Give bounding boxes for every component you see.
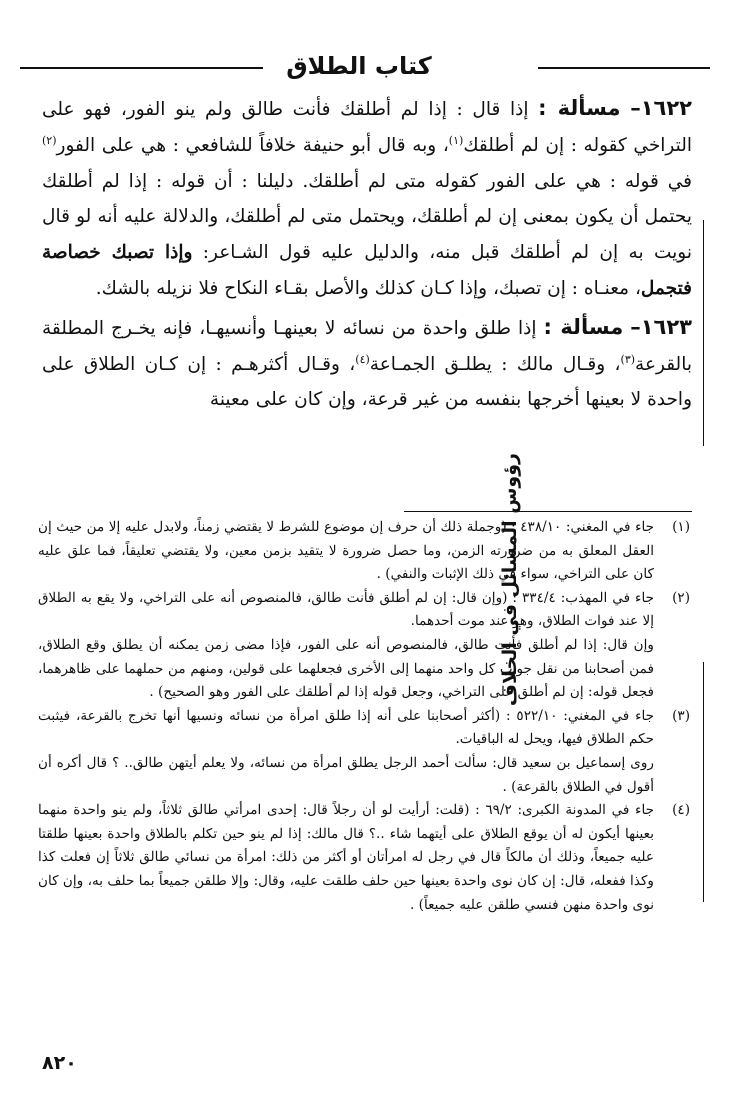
side-rule-top bbox=[703, 220, 704, 446]
footnote-1 bbox=[38, 516, 690, 587]
footnote-text: جاء في المدونة الكبرى: ٦٩/٢ : (قلت: أرأيت لو أن رجلاً قال: إحدى امرأتي طالق ثلاثاً، ولم ينو واحدة منهما بعينها أيكون له أن يوقع الطلاق على أيتهما شاء ..؟ قال مالك: إذا لم ينو حين تكلم بالطلاق واحدة بعينها طلقتا عليه جميعاً، وذلك أن مالكاً قال في رجل له امرأتان أو أكثر من ذلك: امرأة من نسائي طالق ثلاثاً إن فعلت كذا وكذا ففعله، قال: إن كان نوى واحدة بعينها حين حلف طلقت عليه، وقال: وإلا طلقن جميعاً بما حلف به، وإن كان نوى واحدة منهن فنسي طلقن عليه جميعاً) . bbox=[38, 802, 654, 913]
issue-text: ، وبه قال أبو حنيفة خلافاً للشافعي : هي على الفور bbox=[56, 134, 449, 156]
footnote-number: (١) bbox=[672, 519, 690, 535]
issue-dash: – bbox=[630, 95, 641, 120]
issue-text: ، وقـال مالك : يطلـق الجمـاعة bbox=[369, 353, 621, 375]
issue-number: ١٦٢٣ bbox=[640, 314, 692, 339]
footnote-ref[interactable]: (١) bbox=[448, 133, 464, 147]
issue-1622 bbox=[42, 90, 692, 307]
main-text bbox=[42, 90, 692, 418]
footnote-3 bbox=[38, 705, 690, 799]
issue-text: إذا قال : إذا لم أطلقك فأنت طالق ولم ينو الفور، فهو على التراخي كقوله : إن لم أطلقك bbox=[42, 99, 692, 156]
footnote-number: (٤) bbox=[672, 802, 690, 819]
issue-1623 bbox=[42, 309, 692, 418]
header-rule-left bbox=[20, 67, 263, 69]
issue-dash: – bbox=[630, 313, 641, 339]
footnote-ref[interactable]: (٤) bbox=[355, 352, 370, 366]
issue-text: في قوله : هي على الفور كقوله متى لم أطلقك. دليلنا : أن قوله : إذا لم أطلقك يحتمل أن يكون بمعنى إن لم أطلقك، ويحتمل متى لم أطلقك، والدلالة عليه أنه لو قال نويت به إن لم أطلقك قبل منه، والدليل عليه قول الشـاعر: bbox=[42, 170, 692, 264]
poetry-quote: وإذا تصبك خصاصة فتجمل bbox=[42, 242, 692, 299]
issue-number: ١٦٢٢ bbox=[640, 96, 692, 120]
issue-label: مسألة : bbox=[543, 314, 624, 339]
issue-text: ، معنـاه : إن تصبك، وإذا كـان كذلك والأصل بقـاء النكاح فلا نزيله بالشك. bbox=[95, 277, 641, 299]
footnotes bbox=[38, 516, 690, 917]
header-rule-right bbox=[538, 67, 710, 69]
footnote-ref[interactable]: (٢) bbox=[42, 133, 57, 147]
issue-label: مسألة : bbox=[538, 96, 621, 120]
page-number: ٨٢٠ bbox=[42, 1052, 77, 1074]
chapter-title: كتاب الطلاق bbox=[286, 52, 432, 80]
footnote-number: (٣) bbox=[672, 707, 690, 724]
footnote-ref[interactable]: (٣) bbox=[620, 352, 636, 366]
issue-text: إذا طلق واحدة من نسائه لا بعينهـا وأنسيهـا، فإنه يخـرج المطلقة بالقرعة bbox=[42, 317, 692, 375]
footnote-2 bbox=[38, 587, 690, 705]
footnote-text: جاء في المغني: ٤٣٨/١٠ : (وجملة ذلك أن حرف إن موضوع للشرط لا يقتضي زمناً، ولابدل عليه إلا من حيث إن العقل المعلق به من ضرورته الزمن، وما حصل ضرورة لا يتقيد بزمن معين، ولا يقتضي تعليقاً، فما علق عليه كان على التراخي، سواء في ذلك الإثبات والنفي) . bbox=[38, 519, 655, 583]
side-rule-bottom bbox=[703, 662, 704, 902]
footnote-4 bbox=[38, 799, 690, 917]
issue-text: ، وقـال أكثرهـم : إن كـان الطلاق على واحدة لا بعينها أخرجها بنفسه من غير قرعة، وإن كان على معينة bbox=[42, 353, 692, 411]
footnote-text: روى إسماعيل بن سعيد قال: سألت أحمد الرجل يطلق امرأة من نسائه، ولا يعلم أيتهن طالق.. ؟ قال أكره أن أقول في الطلاق بالقرعة) . bbox=[38, 754, 654, 795]
footnote-separator bbox=[404, 511, 692, 512]
side-running-title-text: رؤوس المسائل في الخلاف bbox=[499, 453, 521, 707]
footnote-number: (٢) bbox=[672, 589, 690, 606]
footnote-text: جاء في المهذب: ٣٣٤/٤ : (وإن قال: إن لم أطلق فأنت طالق، فالمنصوص أنه على التراخي، ولا يقع به الطلاق إلا عند فوات الطلاق، وهو عند موت أحدهما. bbox=[38, 589, 654, 630]
footnote-text: وإن قال: إذا لم أطلق فأنت طالق، فالمنصوص أنه على الفور، فإذا مضى زمن يمكنه أن يطلق وقع الطلاق، فمن أصحابنا من نقل جواب كل واحد منهما إلى الأخرى فجعلهما على قولين، ومنهم من حملهما على ظاهرهما، فجعل قوله: إن لم أطلق على التراخي، وجعل قوله إذا لم أطلقك على الفور وهو الصحيح) . bbox=[38, 636, 654, 701]
footnote-text: جاء في المغني: ٥٢٢/١٠ : (أكثر أصحابنا على أنه إذا طلق امرأة من نسائه ونسيها أنها تخرج بالقرعة، فيثبت حكم الطلاق فيها، ويحل له الباقيات. bbox=[38, 707, 655, 748]
page-header bbox=[20, 48, 710, 84]
